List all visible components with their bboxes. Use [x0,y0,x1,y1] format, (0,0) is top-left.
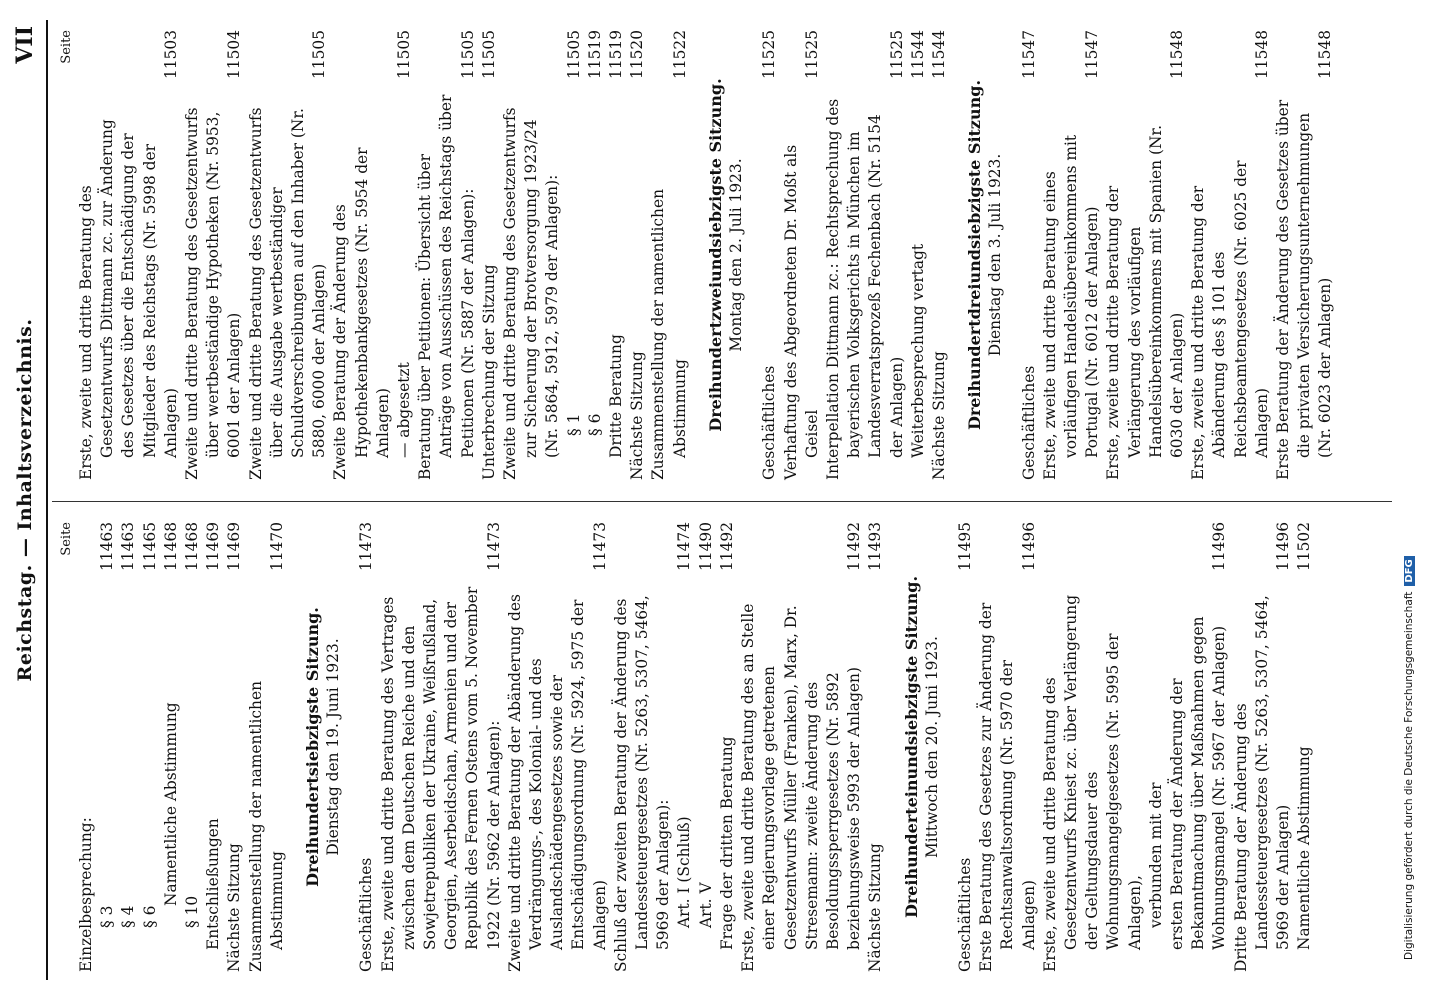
header-title: Reichstag. — Inhaltsverzeichnis. [14,318,36,682]
entry-page: 11496 [1019,522,1038,571]
toc-entry [479,30,500,480]
entry-text: — abgesetzt [395,362,414,458]
toc-entry [606,30,627,458]
toc-entry [1273,30,1337,480]
page-number: VII [12,26,38,64]
column-divider [52,501,1392,502]
entry-page: 11474 [675,522,694,571]
toc-entry [585,30,606,436]
entry-text: Verhaftung des Abgeordneten Dr. Moßt als Geisel [781,144,821,480]
toc-entry [1188,30,1273,480]
entry-page: 11495 [955,522,974,571]
entry-page: 11468 [183,522,202,571]
page-header [12,20,48,980]
entry-text: Zweite und dritte Beratung der Abänderung des Verdrängungs-, des Kolonial- und des Auslandschädengesetzes sowie der Entschädigungsordnung (Nr. 5924, 5975 der Anlagen) [505,594,609,972]
entry-page: 11503 [161,30,180,79]
entry-text: Erste, zweite und dritte Beratung eines vorläufigen Handelsübereinkommens mit Portugal (Nr. 6012 der Anlagen) [1040,134,1102,480]
entry-text: Unterbrechung der Sitzung [479,264,498,480]
entry-text: § 4 [119,905,138,928]
entry-text: Zweite Beratung der Änderung des Hypothekenbankgesetzes (Nr. 5954 der Anlagen) [331,147,392,480]
toc-entry [929,30,950,480]
entry-text: Nächste Sitzung [866,843,885,972]
entry-page: 11493 [866,522,885,571]
entry-page: 11468 [161,522,180,571]
entry-text: Dritte Beratung der Änderung des Landessteuergesetzes (Nr. 5263, 5307, 5464, 5969 der Anlagen) [1231,595,1292,972]
entry-page: 11505 [310,30,329,79]
entry-page: 11520 [628,30,647,79]
index-page [12,20,1402,980]
toc-entry [564,30,585,436]
entry-text: Zweite und dritte Beratung des Gesetzentwurfs über die Ausgabe wertbeständiger Schuldverschreibungen auf den Inhaber (Nr. 5880, 6000 der Anlagen) [246,107,329,480]
entry-page: 11547 [1019,30,1038,79]
entry-text: Weiterbesprechung vertagt [908,243,927,458]
toc-entry [97,522,118,928]
entry-text: Zweite und dritte Beratung des Gesetzentwurfs zur Sicherung der Brotversorgung 1923/24 (Nr. 5864, 5912, 5979 der Anlagen): [501,107,562,480]
entry-page: 11496 [1273,522,1292,571]
toc-entry [118,522,139,928]
toc-entry [908,30,929,458]
toc-entry [865,522,886,972]
toc-entry [76,522,97,972]
toc-entry [182,522,203,928]
entry-text: Nächste Sitzung [929,351,948,480]
entry-text: § 6 [140,905,159,928]
entry-page: 11469 [225,522,244,571]
entry-page: 11463 [98,522,117,571]
session-date: Dienstag den 19. Juni 1923. [324,638,343,856]
session-date: Dienstag den 3. Juli 1923. [986,153,1005,357]
toc-entry [330,30,394,480]
left-column [56,522,1315,972]
entry-text: Geschäftliches [357,857,376,972]
entry-page: 11547 [1083,30,1102,79]
entry-text: Namentliche Abstimmung [161,702,180,906]
entry-page: 11525 [887,30,906,79]
toc-entry [781,30,823,480]
entry-text: Dritte Beratung [607,334,626,458]
entry-page: 11525 [802,30,821,79]
toc-entry [738,522,865,972]
toc-entry [648,30,690,480]
entry-text: ersten Beratung der Änderung der Bekanntmachung über Maßnahmen gegen Wohnungsmangel (Nr. 5967 der Anlagen) [1167,616,1229,950]
entry-page: 11548 [1167,30,1186,79]
toc-entry [182,30,246,480]
entry-page: 11496 [1210,522,1229,571]
toc-entry [161,522,182,906]
entry-text: Erste Beratung der Änderung des Gesetzes über die privaten Versicherungsunternehmungen (Nr. 6023 der Anlagen) [1273,99,1335,480]
session-heading: Dreihundertsiebzigste Sitzung. [303,607,323,887]
digitization-note-text [1403,20,1423,960]
digitization-note [1398,20,1428,980]
entry-text: § 6 [585,413,604,436]
session-heading: Dreihundertzweiundsiebzigste Sitzung. [705,78,725,432]
toc-entry [203,522,224,950]
dfg-logo: DFG [1404,556,1415,585]
entry-text: § 10 [183,895,202,928]
entry-page: 11463 [119,522,138,571]
entry-text: Beratung über Petitionen: Übersicht über Anträge von Ausschüssen des Reichstags über Petitionen (Nr. 5887 der Anlagen): [416,94,477,480]
toc-entry [246,30,331,480]
entry-page: 11505 [479,30,498,79]
toc-entry [378,522,505,972]
session-heading: Dreihunderteinundsiebzigste Sitzung. [901,575,921,919]
toc-entry [1103,30,1188,480]
toc-entry [415,30,479,480]
toc-entry [674,522,695,928]
entry-page: 11492 [845,522,864,571]
entry-text: Art. V [696,882,715,928]
entry-text: Erste, zweite und dritte Beratung des Vertrages zwischen dem Deutschen Reiche und den Sowjetrepubliken der Ukraine, Weißrußland, Georgien, Aserbeidschan, Armenien und der Republik des Fernen Ostens vom 5. November 1922 (Nr. 5962 der Anlagen): [378,586,503,972]
entry-page: 11544 [908,30,927,79]
right-column [56,30,1337,480]
entry-text: Entschließungen [204,818,223,950]
toc-entry [140,522,161,928]
entry-text: Erste, zweite und dritte Beratung der Verlängerung des vorläufigen Handelsübereinkommens mit Spanien (Nr. 6030 der Anlagen) [1104,125,1186,480]
toc-entry [696,522,717,928]
entry-page: 11522 [670,30,689,79]
toc-entry [356,522,377,972]
entry-text: Erste, zweite und dritte Beratung des Gesetzentwurfs Kniest zc. über Verlängerung der Geltungsdauer des Wohnungsmangelgesetzes (Nr. 5995 der Anlagen), [1040,594,1144,972]
entry-page: 11504 [225,30,244,79]
entry-page: 11505 [564,30,583,79]
toc-entry [955,522,976,972]
toc-entry [76,30,182,480]
entry-text: Erste, zweite und dritte Beratung des an Stelle einer Regierungsvorlage getretenen Gesetzentwurfs Müller (Franken), Marx, Dr. Stresemann: zweite Änderung des Besoldungssperrgesetzes (Nr. 5892 beziehungsweise 5993 der Anlagen) [739,603,864,972]
entry-text: Namentliche Abstimmung [1295,746,1314,950]
entry-page: 11525 [760,30,779,79]
entry-text: Zusammenstellung der namentlichen Abstimmung [246,681,286,972]
toc-entry [394,30,415,458]
session-heading: Dreihundertdreiundsiebzigste Sitzung. [965,79,985,431]
entry-page: 11473 [484,522,503,571]
entry-page: 11544 [929,30,948,79]
toc-entry [611,522,675,972]
entry-page: 11505 [458,30,477,79]
seite-label: Seite [59,522,74,556]
session-date: Mittwoch den 20. Juni 1923. [922,636,941,858]
seite-label: Seite [59,30,74,64]
toc-entry [1146,522,1167,928]
toc-entry [717,522,738,950]
entry-page: 11519 [585,30,604,79]
entry-page: 11473 [590,522,609,571]
toc-entry [1019,30,1040,480]
entry-text: Nächste Sitzung [628,351,647,480]
entry-page: 11548 [1316,30,1335,79]
entry-text: § 3 [98,905,117,928]
entry-page: 11548 [1252,30,1271,79]
toc-entry [759,30,780,480]
toc-entry [1040,522,1146,972]
entry-text: Geschäftliches [760,365,779,480]
entry-text: Einzelbesprechung: [77,817,95,972]
toc-entry [627,30,648,480]
entry-text: Erste, zweite und dritte Beratung der Abänderung des § 101 des Reichsbeamtengesetzes (Nr. 6025 der Anlagen) [1189,160,1271,480]
toc-entry [976,522,1040,972]
entry-text: Erste Beratung des Gesetzes zur Änderung der Rechtsanwaltsordnung (Nr. 5970 der Anlagen) [977,602,1038,972]
toc-entry [246,522,288,972]
entry-text: Erste, zweite und dritte Beratung des Gesetzentwurfs Dittmann zc. zur Änderung des Gesetzes über die Entschädigung der Mitglieder des Reichstags (Nr. 5998 der Anlagen) [77,119,180,480]
toc-entry [224,522,245,972]
session-date: Montag den 2. Juli 1923. [727,158,746,352]
entry-text: Zusammenstellung der namentlichen Abstimmung [649,189,689,480]
entry-page: 11465 [140,522,159,571]
entry-text: Schluß der zweiten Beratung der Änderung des Landessteuergesetzes (Nr. 5263, 5307, 5464, 5969 der Anlagen): [611,595,673,972]
entry-text: § 1 [564,413,583,436]
entry-page: 11502 [1295,522,1314,571]
entry-page: 11505 [395,30,414,79]
entry-page: 11470 [267,522,286,571]
entry-page: 11473 [357,522,376,571]
toc-entry [500,30,564,480]
entry-text: Interpellation Dittmann zc.: Rechtsprechung des bayerischen Volksgerichts in München im Landesverratsprozeß Fechenbach (Nr. 5154 der Anlagen) [823,98,906,480]
entry-text: Art. I (Schluß) [675,816,694,928]
entry-text: verbunden mit der [1146,782,1165,928]
toc-entry [1040,30,1104,480]
entry-text: Nächste Sitzung [225,843,244,972]
entry-page: 11490 [696,522,715,571]
entry-page: 11519 [607,30,626,79]
toc-entry [1231,522,1295,972]
entry-text: Zweite und dritte Beratung des Gesetzentwurfs über wertbeständige Hypotheken (Nr. 5953, 6001 der Anlagen) [183,107,244,480]
toc-entry [823,30,908,480]
toc-entry [505,522,611,972]
entry-text: Geschäftliches [1019,365,1038,480]
toc-entry [1167,522,1231,950]
entry-page: 11492 [717,522,736,571]
entry-text: Geschäftliches [955,857,974,972]
funding-text: Digitalisierung gefördert durch die Deutsche Forschungsgemeinschaft [1403,591,1415,960]
entry-text: Frage der dritten Beratung [717,736,736,950]
toc-entry [1294,522,1315,950]
entry-page: 11469 [204,522,223,571]
